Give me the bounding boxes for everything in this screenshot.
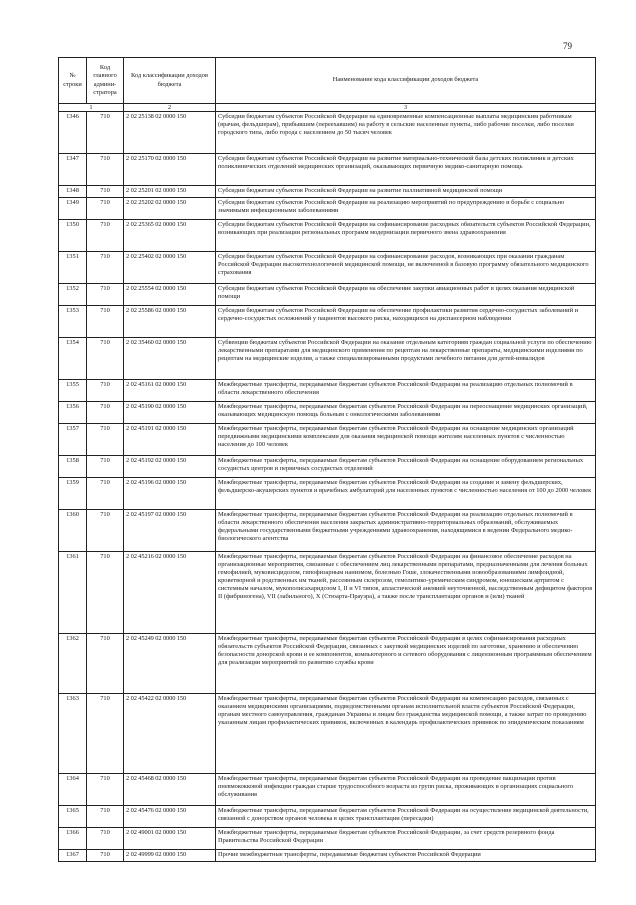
table-row: [59, 634, 596, 694]
header-admin-code: Код главного админи-стратора: [87, 58, 124, 104]
header-row-number: № строки: [59, 58, 87, 104]
row-number: 1355: [59, 380, 87, 402]
admin-code: 710: [87, 154, 124, 186]
classification-code: 2 02 45249 02 0000 150: [124, 634, 216, 694]
classification-name: Прочие межбюджетные трансферты, передаваемые бюджетам субъектов Российской Федерации: [216, 850, 596, 862]
column-number-row: [59, 104, 596, 112]
table-row: [59, 186, 596, 198]
admin-code: 710: [87, 338, 124, 380]
classification-name: Межбюджетные трансферты, передаваемые бюджетам субъектов Российской Федерации на оснащение медицинских организаций передвижными медицинскими комплексами для оказания медицинской помощи жителям населенных пунктов с численностью населения до 100 человек: [216, 424, 596, 456]
classification-name: Межбюджетные трансферты, передаваемые бюджетам субъектов Российской Федерации на реализацию отдельных полномочий в области лекарственного обеспечения населения закрытых административно-территориальных образований, обслуживаемых федеральными государственными бюджетными учреждениями здравоохранения, находящимися в ведении Федерального медико-биологического агентства: [216, 510, 596, 552]
table-row: [59, 306, 596, 338]
classification-name: Субсидии бюджетам субъектов Российской Федерации на обеспечение закупки авиационных работ в целях оказания медицинской помощи: [216, 284, 596, 306]
classification-name: Межбюджетные трансферты, передаваемые бюджетам субъектов Российской Федерации, за счет средств резервного фонда Правительства Российской Федерации: [216, 828, 596, 850]
table-row: [59, 774, 596, 806]
table-row: [59, 402, 596, 424]
classification-name: Субсидии бюджетам субъектов Российской Федерации на обеспечение профилактики развития сердечно-сосудистых заболеваний и сердечно-сосудистых осложнений у пациентов высокого риска, находящихся на диспансерном наблюдении: [216, 306, 596, 338]
admin-code: 710: [87, 478, 124, 510]
admin-code: 710: [87, 380, 124, 402]
classification-name: Межбюджетные трансферты, передаваемые бюджетам субъектов Российской Федерации на оснащение оборудованием региональных сосудистых центров и первичных сосудистых отделений: [216, 456, 596, 478]
row-number: 1357: [59, 424, 87, 456]
row-number: 1351: [59, 252, 87, 284]
table-row: [59, 828, 596, 850]
row-number: 1350: [59, 220, 87, 252]
admin-code: 710: [87, 828, 124, 850]
classification-name: Субсидии бюджетам субъектов Российской Федерации на развитие паллиативной медицинской помощи: [216, 186, 596, 198]
admin-code: 710: [87, 552, 124, 634]
header-row: [59, 58, 596, 104]
row-number: 1349: [59, 198, 87, 220]
table-row: [59, 112, 596, 154]
classification-name: Межбюджетные трансферты, передаваемые бюджетам субъектов Российской Федерации на переоснащение медицинских организаций, оказывающих медицинскую помощь больным с онкологическими заболеваниями: [216, 402, 596, 424]
table-row: [59, 552, 596, 634]
income-classification-table: [58, 57, 596, 862]
admin-code: 710: [87, 402, 124, 424]
row-number: 1361: [59, 552, 87, 634]
classification-code: 2 02 45196 02 0000 150: [124, 478, 216, 510]
admin-code: 710: [87, 220, 124, 252]
table-row: [59, 252, 596, 284]
classification-name: Межбюджетные трансферты, передаваемые бюджетам субъектов Российской Федерации на создание и замену фельдшерских, фельдшерско-акушерских пунктов и врачебных амбулаторий для населенных пунктов с численностью населения от 100 до 2000 человек: [216, 478, 596, 510]
table-body: [59, 112, 596, 862]
row-number: 1362: [59, 634, 87, 694]
table-row: [59, 154, 596, 186]
classification-code: 2 02 25202 02 0000 150: [124, 198, 216, 220]
row-number: 1360: [59, 510, 87, 552]
admin-code: 710: [87, 634, 124, 694]
row-number: 1366: [59, 828, 87, 850]
classification-name: Субсидии бюджетам субъектов Российской Федерации на единовременные компенсационные выплаты медицинским работникам (врачам, фельдшерам), прибывшим (переехавшим) на работу в сельские населенные пункты, либо рабочие поселки, либо поселки городского типа, либо города с населением до 50 тысяч человек: [216, 112, 596, 154]
table-row: [59, 338, 596, 380]
row-number: 1358: [59, 456, 87, 478]
classification-code: 2 02 25402 02 0000 150: [124, 252, 216, 284]
table-row: [59, 220, 596, 252]
admin-code: 710: [87, 510, 124, 552]
classification-name: Межбюджетные трансферты, передаваемые бюджетам субъектов Российской Федерации на реализацию отдельных полномочий в области лекарственного обеспечения: [216, 380, 596, 402]
page-number: 79: [563, 41, 572, 51]
classification-name: Субсидии бюджетам субъектов Российской Федерации на софинансирование расходных обязательств субъектов Российской Федерации, возникающих при реализации региональных программ модернизации первичного звена здравоохранения: [216, 220, 596, 252]
classification-code: 2 02 45216 02 0000 150: [124, 552, 216, 634]
admin-code: 710: [87, 186, 124, 198]
classification-code: 2 02 25138 02 0000 150: [124, 112, 216, 154]
classification-code: 2 02 45197 02 0000 150: [124, 510, 216, 552]
table-row: [59, 510, 596, 552]
classification-code: 2 02 45161 02 0000 150: [124, 380, 216, 402]
column-number-3: 3: [216, 104, 596, 112]
header-name: Наименование кода классификации доходов бюджета: [216, 58, 596, 104]
classification-code: 2 02 49001 02 0000 150: [124, 828, 216, 850]
classification-code: 2 02 45422 02 0000 150: [124, 694, 216, 774]
row-number: 1347: [59, 154, 87, 186]
header-classification-code: Код классификации доходов бюджета: [124, 58, 216, 104]
classification-name: Межбюджетные трансферты, передаваемые бюджетам субъектов Российской Федерации на осуществление медицинской деятельности, связанной с донорством органов человека в целях трансплантации (пересадки): [216, 806, 596, 828]
admin-code: 710: [87, 456, 124, 478]
classification-code: 2 02 25365 02 0000 150: [124, 220, 216, 252]
admin-code: 710: [87, 806, 124, 828]
admin-code: 710: [87, 694, 124, 774]
classification-code: 2 02 45190 02 0000 150: [124, 402, 216, 424]
classification-code: 2 02 25170 02 0000 150: [124, 154, 216, 186]
row-number: 1359: [59, 478, 87, 510]
classification-code: 2 02 35460 02 0000 150: [124, 338, 216, 380]
classification-name: Субсидии бюджетам субъектов Российской Федерации на развитие материально-технической базы детских поликлиник и детских поликлинических отделений медицинских организаций, оказывающих первичную медико-санитарную помощь: [216, 154, 596, 186]
admin-code: 710: [87, 112, 124, 154]
column-number-2: 2: [124, 104, 216, 112]
admin-code: 710: [87, 284, 124, 306]
admin-code: 710: [87, 306, 124, 338]
table-row: [59, 478, 596, 510]
table-row: [59, 284, 596, 306]
table-row: [59, 424, 596, 456]
column-number-1: 1: [59, 104, 124, 112]
row-number: 1346: [59, 112, 87, 154]
classification-name: Субвенции бюджетам субъектов Российской Федерации на оказание отдельным категориям граждан социальной услуги по обеспечению лекарственными препаратами для медицинского применения по рецептам на лекарственные препараты, медицинскими изделиями по рецептам на медицинские изделия, а также специализированными продуктами лечебного питания для детей-инвалидов: [216, 338, 596, 380]
classification-code: 2 02 45476 02 0000 150: [124, 806, 216, 828]
classification-name: Межбюджетные трансферты, передаваемые бюджетам субъектов Российской Федерации в целях софинансирования расходных обязательств субъектов Российской Федерации, связанных с закупкой медицинских изделий по заготовке, хранению и обеспечению безопасности донорской крови и ее компонентов, компьютерного и сетевого оборудования с лицензионным программным обеспечением для реализации мероприятий по развитию службы крови: [216, 634, 596, 694]
row-number: 1363: [59, 694, 87, 774]
table-row: [59, 380, 596, 402]
classification-code: 2 02 25201 02 0000 150: [124, 186, 216, 198]
row-number: 1354: [59, 338, 87, 380]
classification-name: Субсидии бюджетам субъектов Российской Федерации на реализацию мероприятий по предупреждению и борьбе с социально значимыми инфекционными заболеваниями: [216, 198, 596, 220]
table-row: [59, 198, 596, 220]
row-number: 1367: [59, 850, 87, 862]
classification-name: Межбюджетные трансферты, передаваемые бюджетам субъектов Российской Федерации на финансовое обеспечение расходов на организационные мероприятия, связанные с обеспечением лиц лекарственными препаратами, предназначенными для лечения больных гемофилией, муковисцидозом, гипофизарным нанизмом, болезнью Гоше, злокачественными новообразованиями лимфоидной, кроветворной и родственных им тканей, рассеянным склерозом, гемолитико-уремическим синдромом, юношеским артритом с системным началом, мукополисахаридозом I, II и VI типов, апластической анемией неуточненной, наследственным дефицитом факторов II (фибриногена), VII (лабильного), X (Стюарта-Прауэра), а также после трансплантации органов и (или) тканей: [216, 552, 596, 634]
table-row: [59, 456, 596, 478]
table-row: [59, 806, 596, 828]
classification-name: Субсидии бюджетам субъектов Российской Федерации на софинансирование расходов, возникающих при оказании гражданам Российской Федерации высокотехнологичной медицинской помощи, не включенной в базовую программу обязательного медицинского страхования: [216, 252, 596, 284]
classification-name: Межбюджетные трансферты, передаваемые бюджетам субъектов Российской Федерации на проведение вакцинации против пневмококковой инфекции граждан старше трудоспособного возраста из групп риска, проживающих в организациях социального обслуживания: [216, 774, 596, 806]
row-number: 1348: [59, 186, 87, 198]
classification-code: 2 02 45191 02 0000 150: [124, 424, 216, 456]
row-number: 1353: [59, 306, 87, 338]
row-number: 1364: [59, 774, 87, 806]
table-row: [59, 694, 596, 774]
row-number: 1356: [59, 402, 87, 424]
admin-code: 710: [87, 850, 124, 862]
admin-code: 710: [87, 252, 124, 284]
admin-code: 710: [87, 198, 124, 220]
classification-code: 2 02 25554 02 0000 150: [124, 284, 216, 306]
admin-code: 710: [87, 774, 124, 806]
table-row: [59, 850, 596, 862]
row-number: 1365: [59, 806, 87, 828]
classification-code: 2 02 49999 02 0000 150: [124, 850, 216, 862]
classification-code: 2 02 45192 02 0000 150: [124, 456, 216, 478]
classification-code: 2 02 45468 02 0000 150: [124, 774, 216, 806]
classification-name: Межбюджетные трансферты, передаваемые бюджетам субъектов Российской Федерации на компенсацию расходов, связанных с оказанием медицинскими организациями, подведомственными органам исполнительной власти субъектов Российской Федерации, органам местного самоуправления, гражданам Украины и лицам без гражданства медицинской помощи, а также затрат по проведению указанным лицам профилактических прививок, включенных в календарь профилактических прививок по эпидемическим показаниям: [216, 694, 596, 774]
admin-code: 710: [87, 424, 124, 456]
row-number: 1352: [59, 284, 87, 306]
classification-code: 2 02 25586 02 0000 150: [124, 306, 216, 338]
